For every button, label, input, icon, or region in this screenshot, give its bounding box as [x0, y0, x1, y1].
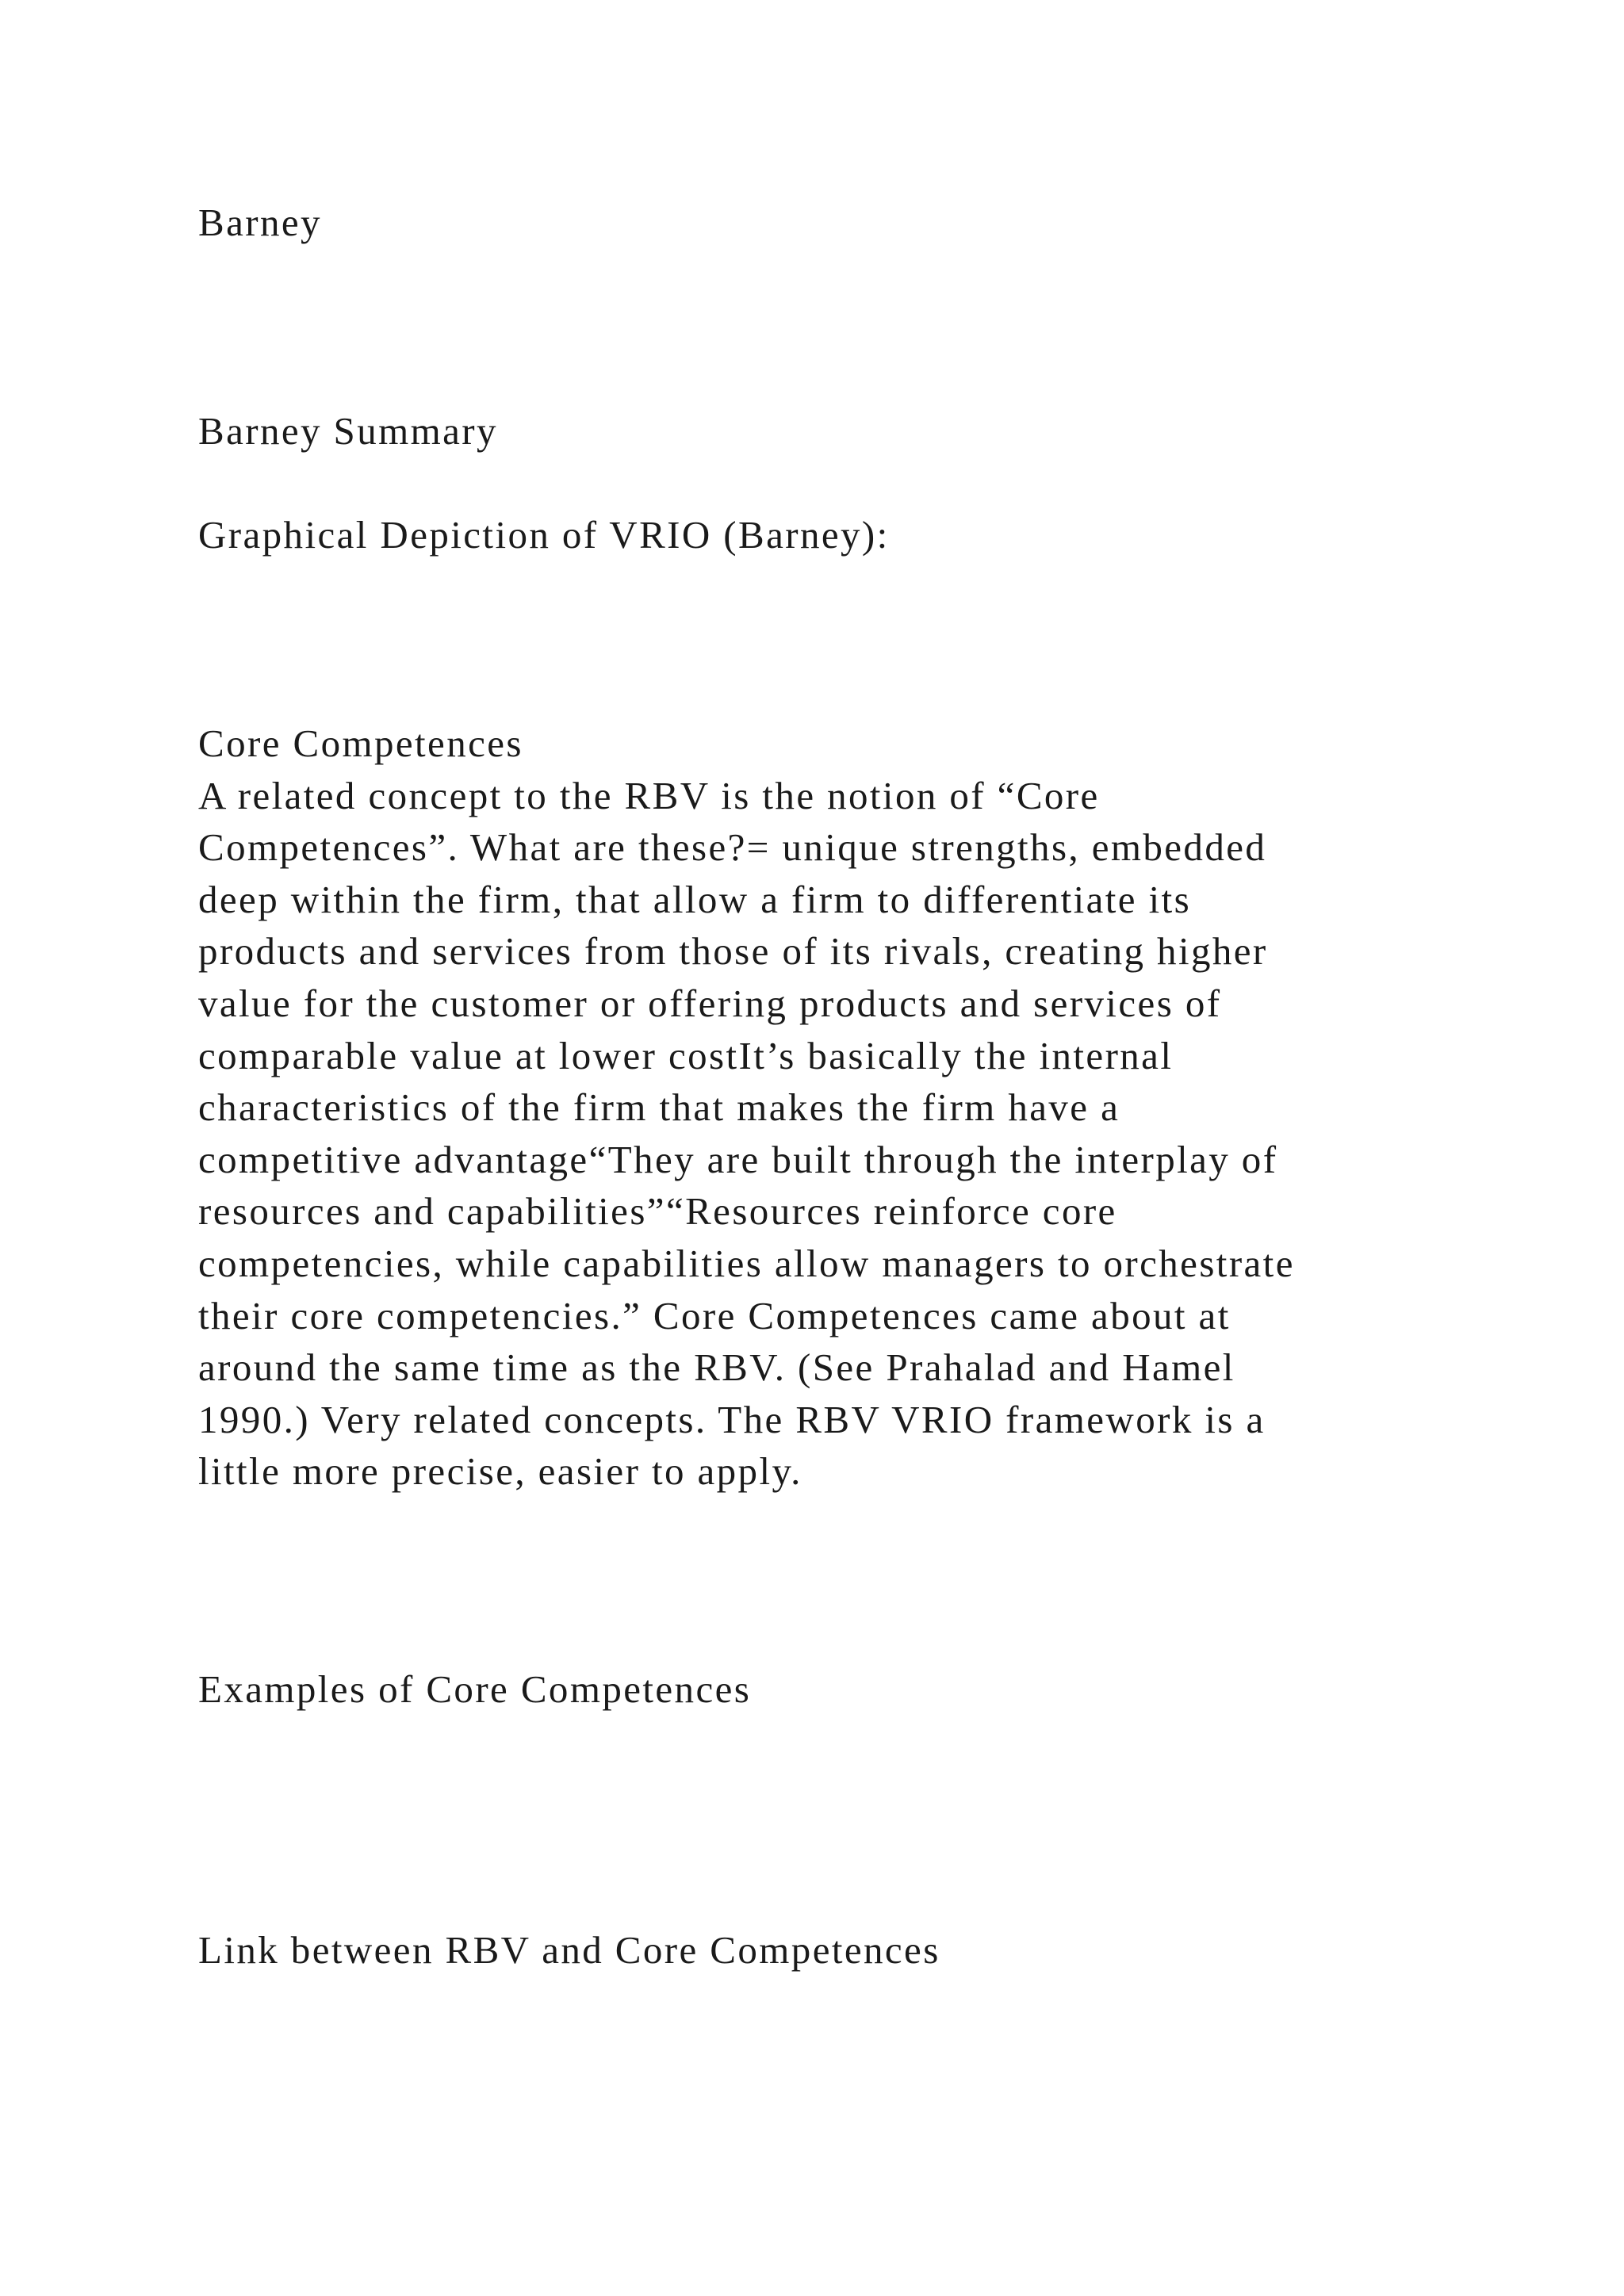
paragraph-line: around the same time as the RBV. (See Prahalad and Hamel [198, 1345, 1235, 1390]
paragraph-line: Competences”. What are these?= unique strengths, embedded [198, 825, 1267, 870]
vrio-heading: Graphical Depiction of VRIO (Barney): [198, 513, 890, 557]
document-title: Barney [198, 201, 322, 244]
paragraph-line: deep within the firm, that allow a firm to differentiate its [198, 877, 1192, 921]
barney-summary-heading: Barney Summary [198, 409, 498, 453]
paragraph-line: little more precise, easier to apply. [198, 1449, 802, 1494]
paragraph-line: competencies, while capabilities allow managers to orchestrate [198, 1241, 1295, 1285]
paragraph-line: competitive advantage“They are built through the interplay of [198, 1137, 1278, 1181]
paragraph-line: resources and capabilities”“Resources reinforce core [198, 1189, 1117, 1234]
examples-heading: Examples of Core Competences [198, 1667, 752, 1711]
paragraph-line: products and services from those of its rivals, creating higher [198, 929, 1268, 974]
core-competences-section [198, 718, 1435, 1498]
paragraph-line: characteristics of the firm that makes the firm have a [198, 1085, 1120, 1130]
paragraph-line: their core competencies.” Core Competences came about at [198, 1293, 1231, 1337]
paragraph-line: value for the customer or offering products and services of [198, 981, 1222, 1025]
paragraph-line: comparable value at lower costIt’s basically the internal [198, 1033, 1174, 1077]
link-heading: Link between RBV and Core Competences [198, 1928, 940, 1972]
core-competences-heading: Core Competences [198, 721, 523, 765]
paragraph-line: 1990.) Very related concepts. The RBV VRIO framework is a [198, 1397, 1266, 1441]
paragraph-line: A related concept to the RBV is the notion of “Core [198, 773, 1100, 817]
